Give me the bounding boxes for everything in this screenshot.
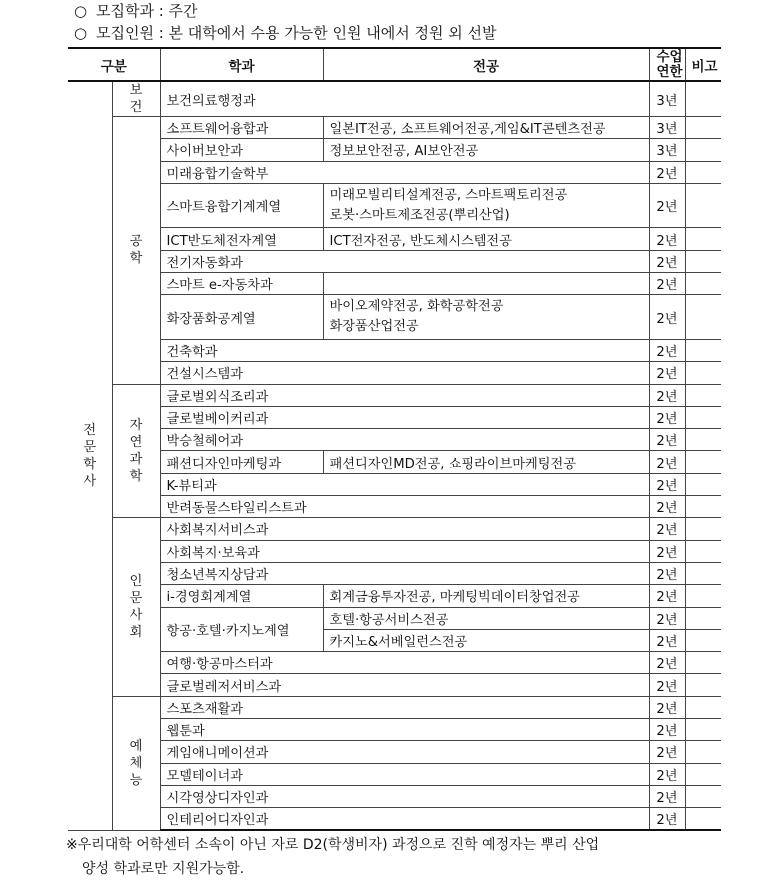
note-cell	[685, 496, 721, 518]
department-cell: 게임애니메이션과	[160, 741, 649, 763]
department-cell: 인테리어디자인과	[160, 808, 649, 830]
header-major: 전공	[323, 48, 649, 81]
table-row	[68, 250, 721, 272]
department-cell: ICT반도체전자계열	[160, 228, 323, 250]
table-body	[68, 81, 721, 830]
department-cell: 건설시스템과	[160, 362, 649, 384]
table-row	[68, 295, 721, 340]
field-cell: 예체능	[112, 696, 160, 830]
major-cell: 호텔·항공서비스전공	[323, 607, 649, 629]
years-cell: 2년	[649, 228, 685, 250]
note-cell	[685, 81, 721, 117]
note-cell	[685, 473, 721, 495]
note-cell	[685, 763, 721, 785]
intro-section	[74, 0, 497, 44]
table-row	[68, 273, 721, 295]
years-cell: 2년	[649, 607, 685, 629]
years-cell: 2년	[649, 562, 685, 584]
note-cell	[685, 674, 721, 696]
department-cell: 사회복지서비스과	[160, 518, 649, 540]
department-table	[68, 47, 721, 831]
table-row	[68, 518, 721, 540]
table-row	[68, 117, 721, 139]
years-cell: 2년	[649, 273, 685, 295]
field-cell: 보건	[112, 81, 160, 117]
note-cell	[685, 429, 721, 451]
note-cell	[685, 451, 721, 473]
department-cell: 사이버보안과	[160, 139, 323, 161]
note-cell	[685, 562, 721, 584]
department-cell: 스포츠재활과	[160, 696, 649, 718]
department-cell: 글로벌레저서비스과	[160, 674, 649, 696]
department-cell: 항공·호텔·카지노계열	[160, 607, 323, 652]
years-cell: 2년	[649, 473, 685, 495]
note-cell	[685, 696, 721, 718]
table-row	[68, 139, 721, 161]
circle-bullet-icon: ○	[74, 24, 88, 42]
table-row	[68, 674, 721, 696]
years-cell: 2년	[649, 384, 685, 406]
table-row	[68, 183, 721, 228]
note-cell	[685, 384, 721, 406]
years-cell: 2년	[649, 406, 685, 428]
department-cell: 반려동물스타일리스트과	[160, 496, 649, 518]
table-row	[68, 362, 721, 384]
years-cell: 2년	[649, 540, 685, 562]
years-cell: 3년	[649, 81, 685, 117]
years-cell: 2년	[649, 339, 685, 361]
department-cell: 보건의료행정과	[160, 81, 649, 117]
years-cell: 2년	[649, 629, 685, 651]
note-cell	[685, 719, 721, 741]
note-cell	[685, 250, 721, 272]
table-row	[68, 161, 721, 183]
department-cell: 모델테이너과	[160, 763, 649, 785]
years-cell: 2년	[649, 719, 685, 741]
department-cell: 청소년복지상담과	[160, 562, 649, 584]
major-cell: 회계금융투자전공, 마케팅빅데이터창업전공	[323, 585, 649, 607]
table-row	[68, 696, 721, 718]
note-cell	[685, 295, 721, 340]
table-row	[68, 585, 721, 607]
field-cell: 자연과학	[112, 384, 160, 518]
major-cell: 일본IT전공, 소프트웨어전공,게임&IT콘텐츠전공	[323, 117, 649, 139]
field-cell: 공학	[112, 117, 160, 385]
note-cell	[685, 607, 721, 629]
major-cell: 바이오제약전공, 화학공학전공 화장품산업전공	[323, 295, 649, 340]
department-cell: 시각영상디자인과	[160, 785, 649, 807]
years-cell: 2년	[649, 183, 685, 228]
department-cell: 웹툰과	[160, 719, 649, 741]
table-row	[68, 228, 721, 250]
header-years: 수업연한	[649, 48, 685, 81]
degree-cell: 전문학사	[68, 81, 112, 830]
header-note: 비고	[685, 48, 721, 81]
department-cell: 글로벌외식조리과	[160, 384, 649, 406]
note-cell	[685, 273, 721, 295]
table-row	[68, 496, 721, 518]
note-cell	[685, 808, 721, 830]
years-cell: 2년	[649, 808, 685, 830]
major-cell	[323, 273, 649, 295]
years-cell: 2년	[649, 496, 685, 518]
years-cell: 2년	[649, 585, 685, 607]
department-cell: 사회복지·보육과	[160, 540, 649, 562]
table-row	[68, 719, 721, 741]
table-row	[68, 384, 721, 406]
department-cell: 여행·항공마스터과	[160, 652, 649, 674]
note-cell	[685, 406, 721, 428]
department-cell: 건축학과	[160, 339, 649, 361]
table-row	[68, 607, 721, 629]
recruit-dept-line: ○ 모집학과 : 주간	[74, 2, 198, 20]
table-row	[68, 81, 721, 117]
years-cell: 2년	[649, 674, 685, 696]
table-row	[68, 540, 721, 562]
table-row	[68, 763, 721, 785]
note-cell	[685, 629, 721, 651]
note-cell	[685, 518, 721, 540]
years-cell: 2년	[649, 362, 685, 384]
years-cell: 2년	[649, 295, 685, 340]
table-row	[68, 652, 721, 674]
years-cell: 2년	[649, 652, 685, 674]
table-row	[68, 808, 721, 830]
years-cell: 2년	[649, 741, 685, 763]
major-cell: ICT전자전공, 반도체시스템전공	[323, 228, 649, 250]
note-cell	[685, 228, 721, 250]
table-row	[68, 451, 721, 473]
note-cell	[685, 139, 721, 161]
note-cell	[685, 117, 721, 139]
years-cell: 2년	[649, 250, 685, 272]
years-cell: 2년	[649, 518, 685, 540]
major-cell: 정보보안전공, AI보안전공	[323, 139, 649, 161]
table-header-row	[68, 48, 721, 81]
years-cell: 2년	[649, 161, 685, 183]
note-cell	[685, 585, 721, 607]
years-cell: 2년	[649, 763, 685, 785]
department-cell: K-뷰티과	[160, 473, 649, 495]
note-cell	[685, 785, 721, 807]
header-department: 학과	[160, 48, 323, 81]
years-cell: 2년	[649, 429, 685, 451]
years-cell: 3년	[649, 139, 685, 161]
table-row	[68, 406, 721, 428]
years-cell: 3년	[649, 117, 685, 139]
header-category: 구분	[68, 48, 160, 81]
note-cell	[685, 741, 721, 763]
department-cell: 글로벌베이커리과	[160, 406, 649, 428]
major-cell: 패션디자인MD전공, 쇼핑라이브마케팅전공	[323, 451, 649, 473]
note-cell	[685, 161, 721, 183]
department-cell: 박승철헤어과	[160, 429, 649, 451]
years-cell: 2년	[649, 451, 685, 473]
years-cell: 2년	[649, 696, 685, 718]
note-cell	[685, 362, 721, 384]
table-row	[68, 339, 721, 361]
note-cell	[685, 183, 721, 228]
major-cell: 카지노&서베일런스전공	[323, 629, 649, 651]
field-cell: 인문사회	[112, 518, 160, 696]
recruit-count-line: ○ 모집인원 : 본 대학에서 수용 가능한 인원 내에서 정원 외 선발	[74, 24, 497, 42]
department-cell: 패션디자인마케팅과	[160, 451, 323, 473]
circle-bullet-icon: ○	[74, 2, 88, 20]
department-cell: i-경영회계계열	[160, 585, 323, 607]
table-row	[68, 473, 721, 495]
department-cell: 화장품화공계열	[160, 295, 323, 340]
table-row	[68, 562, 721, 584]
major-cell: 미래모빌리티설계전공, 스마트팩토리전공 로봇·스마트제조전공(뿌리산업)	[323, 183, 649, 228]
department-cell: 소프트웨어융합과	[160, 117, 323, 139]
department-cell: 미래융합기술학부	[160, 161, 649, 183]
department-cell: 전기자동화과	[160, 250, 649, 272]
department-cell: 스마트 e-자동차과	[160, 273, 323, 295]
note-cell	[685, 339, 721, 361]
note-cell	[685, 652, 721, 674]
note-cell	[685, 540, 721, 562]
table-row	[68, 429, 721, 451]
footnote: ※우리대학 어학센터 소속이 아닌 자로 D2(학생비자) 과정으로 진학 예정자는 뿌리 산업 양성 학과로만 지원가능함.	[66, 837, 600, 877]
years-cell: 2년	[649, 785, 685, 807]
table-row	[68, 785, 721, 807]
department-cell: 스마트융합기계계열	[160, 183, 323, 228]
table-row	[68, 741, 721, 763]
